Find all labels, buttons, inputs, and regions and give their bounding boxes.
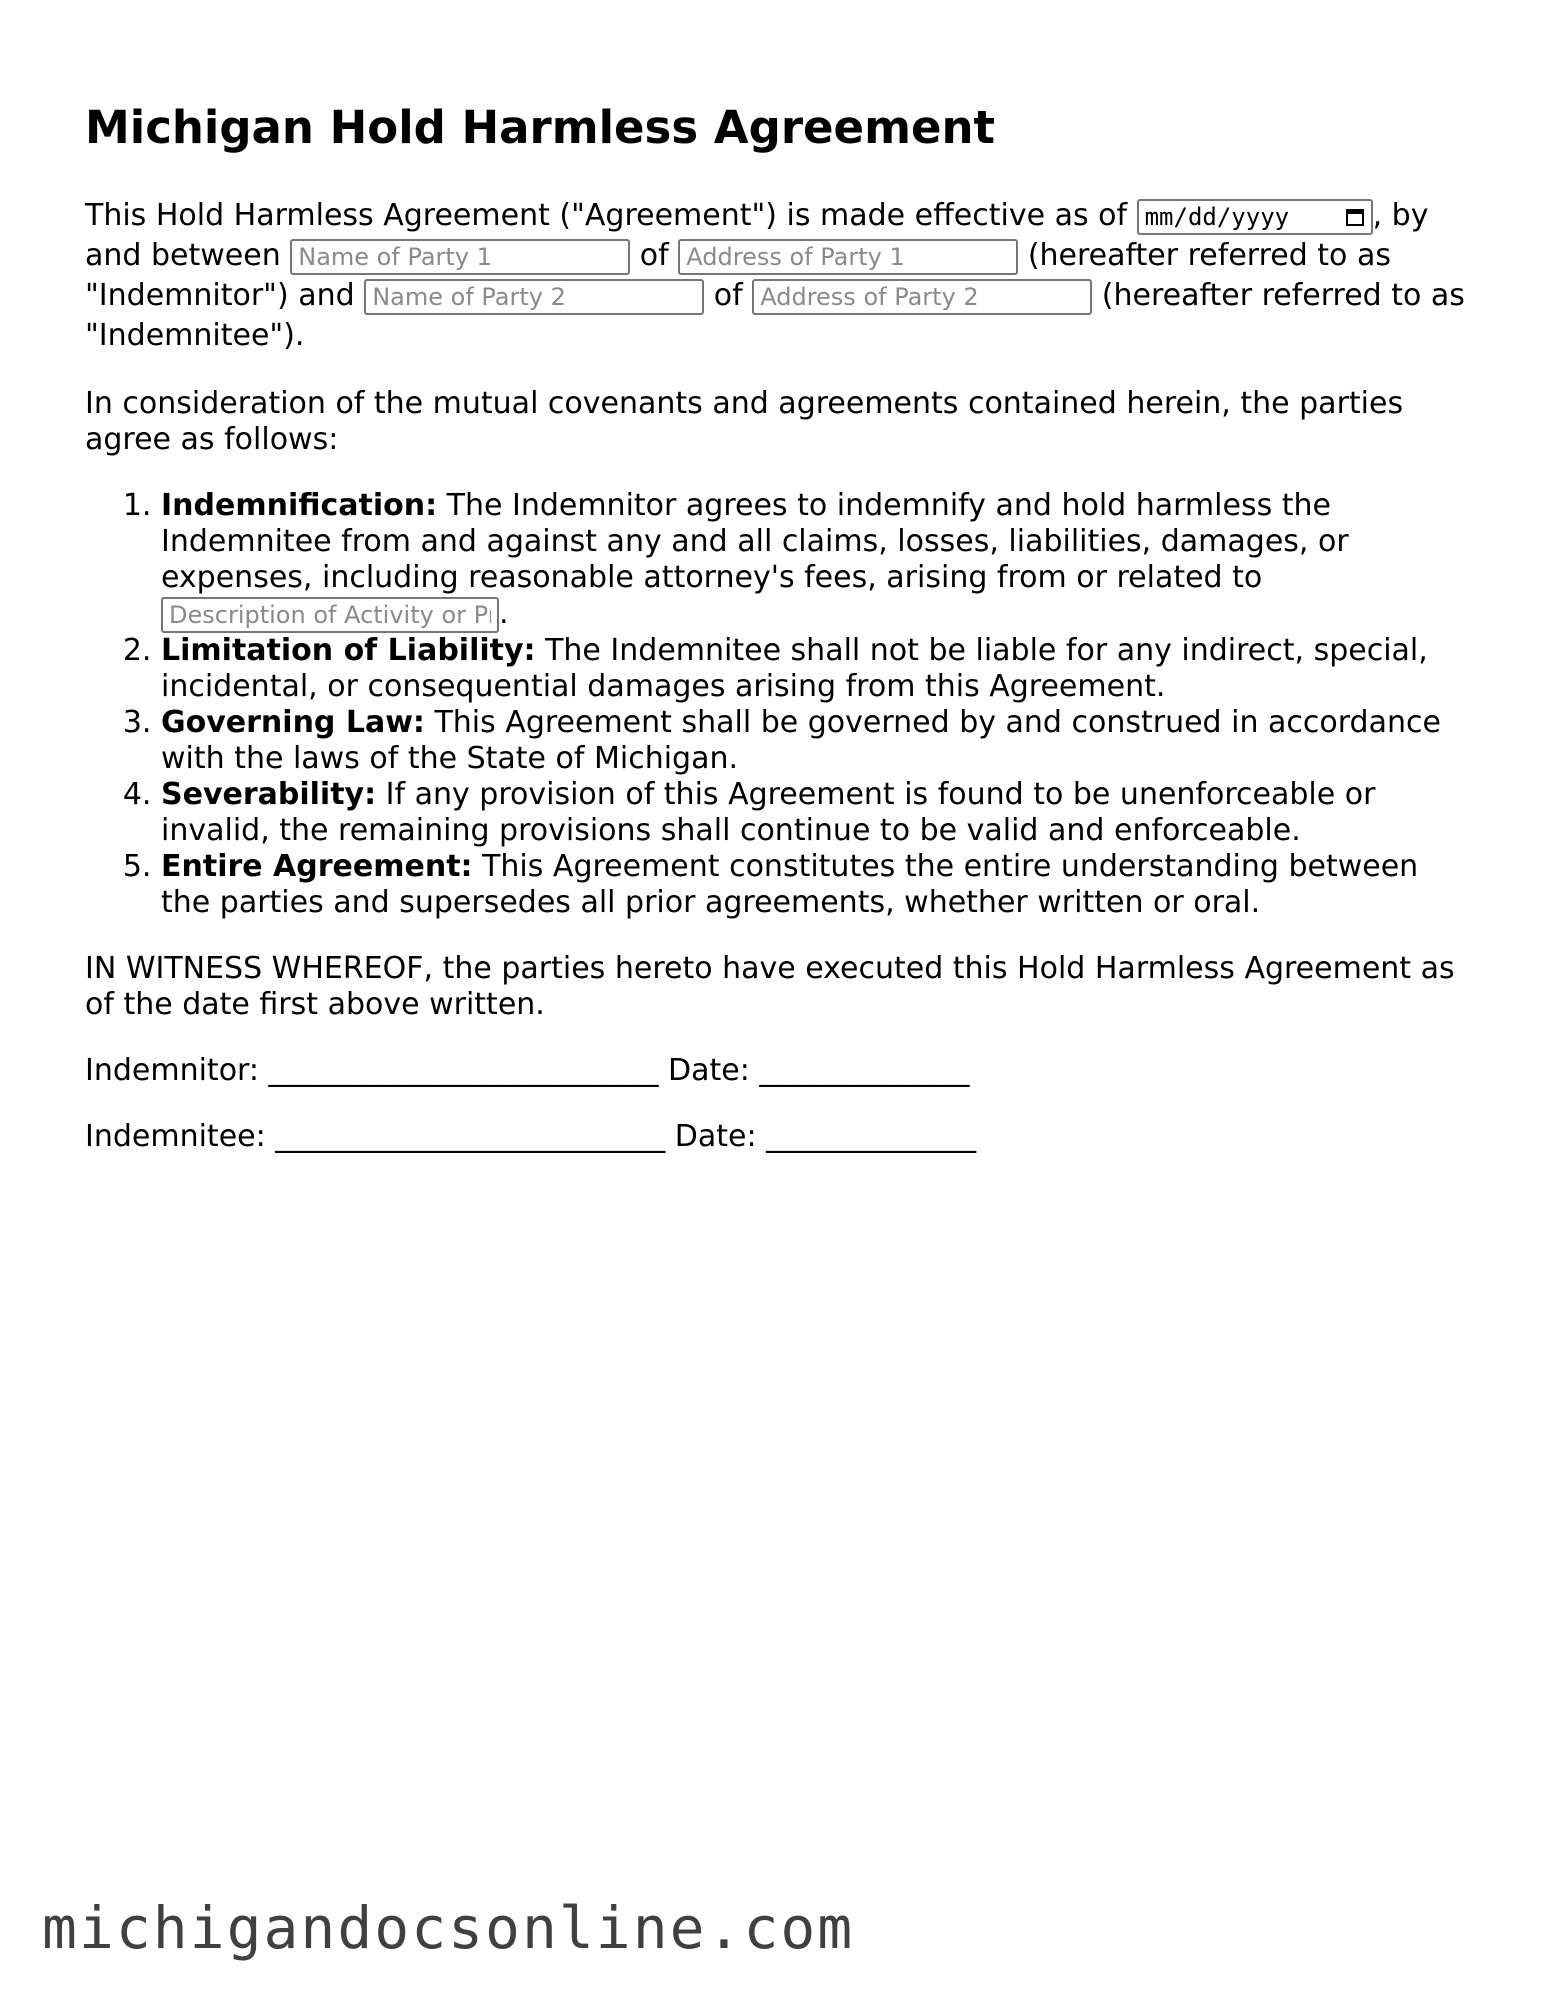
clause-heading: Indemnification:	[161, 488, 438, 523]
clause-text: If any provision of this Agreement is found to be unenforceable or invalid, the remaining provisions shall continue to be valid and enforceable.	[161, 776, 1376, 848]
intro-text-1: This Hold Harmless Agreement ("Agreement") is made effective as of	[85, 198, 1128, 233]
party2-address-input[interactable]	[752, 279, 1092, 315]
clause-heading: Severability:	[161, 776, 377, 812]
page-title: Michigan Hold Harmless Agreement	[85, 101, 996, 154]
clause-heading: Governing Law:	[161, 704, 425, 740]
agreement-document	[85, 100, 1465, 1185]
clause-heading: Entire Agreement:	[161, 848, 473, 884]
intro-text-3: (hereafter referred to as "Indemnitor") and	[85, 238, 1391, 313]
witness-paragraph: IN WITNESS WHEREOF, the parties hereto have executed this Hold Harmless Agreement as of the date first above written.	[85, 950, 1455, 1022]
intro-text-4: (hereafter referred to as "Indemnitee").	[85, 278, 1465, 353]
date-placeholder: mm/dd/yyyy	[1144, 202, 1290, 231]
party1-address-input[interactable]	[678, 239, 1018, 275]
intro-paragraph	[85, 196, 1465, 356]
party2-name-input[interactable]	[364, 279, 704, 315]
clause-list	[85, 488, 1465, 921]
intro-text-2: , by and between	[85, 198, 1429, 273]
indemnitor-signature-line: Indemnitor: __________________________ Date: ______________	[85, 1052, 970, 1088]
indemnitee-signature-line: Indemnitee: __________________________ Date: ______________	[85, 1118, 977, 1154]
clause-heading: Limitation of Liability:	[161, 632, 536, 668]
clause-text: This Agreement shall be governed by and construed in accordance with the laws of the State of Michigan.	[161, 704, 1441, 776]
activity-description-input[interactable]	[161, 597, 499, 633]
clause-text: The Indemnitee shall not be liable for any indirect, special, incidental, or consequential damages arising from this Agreement.	[161, 632, 1428, 704]
clause-entire-agreement	[161, 849, 1465, 921]
consideration-paragraph: In consideration of the mutual covenants and agreements contained herein, the parties agree as follows:	[85, 386, 1404, 457]
effective-date-input[interactable]	[1137, 199, 1373, 235]
site-watermark: michigandocsonline.com	[42, 1894, 855, 1962]
clause-severability	[161, 777, 1465, 849]
of-text-2: of	[713, 278, 743, 313]
clause-limitation-of-liability	[161, 633, 1465, 705]
of-text-1: of	[639, 238, 669, 273]
clause-text: The Indemnitor agrees to indemnify and hold harmless the Indemnitee from and against any and all claims, losses, liabilities, damages, or expenses, including reasonable attorney's fees, arising from or related to	[161, 488, 1349, 595]
clause-governing-law	[161, 705, 1465, 777]
party1-name-input[interactable]	[290, 239, 630, 275]
clause-suffix: .	[499, 596, 509, 631]
clause-text: This Agreement constitutes the entire understanding between the parties and supersedes all prior agreements, whether written or oral.	[161, 848, 1419, 920]
clause-indemnification	[161, 488, 1465, 633]
calendar-icon[interactable]	[1345, 207, 1365, 227]
